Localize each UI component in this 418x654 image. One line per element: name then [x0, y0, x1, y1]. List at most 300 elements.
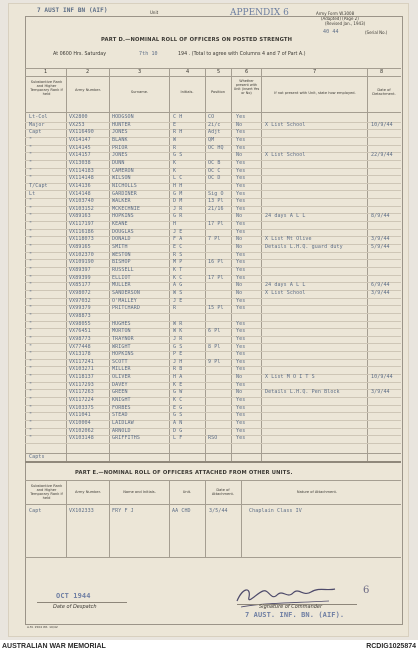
col-header-employed: If not present with Unit, state how employed. [274, 91, 356, 95]
col-header-army-number: Army Number. [75, 88, 101, 92]
total-rank: Capts [29, 454, 45, 460]
roll-cell-num: VX10004 [69, 420, 91, 426]
col-num-4: 4 [186, 69, 190, 75]
roll-cell-rank: " [29, 343, 33, 350]
appendix-note: APPENDIX 6 [230, 8, 289, 18]
pe-header-army-number: Army Number. [75, 490, 101, 494]
roll-cell-rank: " [29, 358, 33, 365]
roll-cell-name: DAVEY [112, 381, 128, 388]
roll-cell-init: F A [173, 236, 183, 243]
pe-header-nature: Nature of Attachment. [296, 490, 338, 494]
pe-divider-3 [169, 480, 170, 557]
roll-cell-present: Yes [236, 167, 246, 174]
col-divider-7 [367, 68, 368, 461]
roll-cell-pos: Sig O [208, 190, 224, 197]
roll-cell-num: VX102062 [69, 427, 94, 434]
roll-cell-name: STEAD [112, 412, 128, 419]
roll-cell-num: VX102370 [69, 251, 94, 258]
roll-cell-date: 10/9/44 [371, 374, 393, 381]
roll-cell-init: H A [173, 374, 183, 381]
roll-cell-rank: T/Capt [29, 182, 48, 189]
roll-cell-rank: " [29, 289, 33, 296]
roll-cell-pos: 21/16 [208, 205, 224, 212]
roll-cell-name: MCKECHNIE [112, 205, 140, 212]
roll-cell-date: 3/9/44 [371, 389, 390, 396]
roll-cell-name: MILLER [112, 366, 131, 373]
roll-cell-rank: " [29, 435, 33, 442]
roll-cell-name: RUSSELL [112, 267, 134, 273]
col-divider-1 [66, 68, 67, 461]
roll-cell-rank: " [29, 404, 33, 411]
roll-cell-name: BISHOP [112, 259, 131, 266]
roll-cell-init: D M [173, 198, 183, 205]
col-header-surname: Surname. [130, 90, 149, 94]
roll-cell-emp: X List School [265, 152, 306, 159]
roll-cell-present: Yes [236, 129, 246, 136]
unit-typed: 7 AUST INF BN (AIF) [37, 7, 108, 14]
roll-cell-rank: " [29, 221, 33, 228]
adapted-line: (Adapted) (Page 2) [321, 16, 359, 21]
roll-cell-present: Yes [236, 305, 246, 312]
part-d-subtitle-suffix: 194 . (Total to agree with Columns 4 and 7 of Part A.) [178, 52, 306, 57]
roll-cell-init: G S [173, 412, 183, 419]
roll-cell-num: VX89163 [69, 213, 91, 220]
roll-cell-rank: " [29, 267, 33, 273]
roll-cell-name: MORTON [112, 328, 131, 335]
roll-cell-present: No [236, 289, 243, 296]
roll-cell-init: J R [173, 205, 183, 212]
roll-cell-name: BLANK [112, 136, 128, 143]
col-header-present: Whether present with Unit (insert Yes or No) [233, 79, 260, 95]
roll-cell-present: Yes [236, 404, 246, 411]
roll-cell-present: Yes [236, 381, 246, 388]
roll-cell-num: VX97032 [69, 297, 91, 304]
col-num-5: 5 [217, 69, 221, 75]
roll-cell-init: K [173, 159, 177, 166]
roll-cell-name: DONALD [112, 236, 131, 243]
roll-cell-pos: CO [208, 114, 215, 120]
roll-cell-init: R [173, 305, 177, 312]
roll-cell-num: VX2800 [69, 114, 88, 120]
army-form: Army Form W.3008 [316, 11, 355, 16]
roll-cell-rank: Major [29, 121, 45, 128]
roll-cell-date: 3/9/44 [371, 236, 390, 243]
serial-label: (Serial No.) [365, 30, 388, 35]
roll-cell-rank: " [29, 236, 33, 243]
roll-cell-pos: OC D [208, 175, 221, 182]
roll-cell-present: Yes [236, 267, 246, 273]
col-num-2: 2 [86, 69, 90, 75]
roll-cell-name: TRAYNOR [112, 335, 134, 342]
roll-cell-rank: " [29, 328, 33, 335]
roll-cell-present: Yes [236, 228, 246, 235]
roll-cell-init: R H [173, 129, 183, 136]
roll-cell-present: Yes [236, 351, 246, 358]
roll-cell-init: W S [173, 289, 183, 296]
roll-cell-num: VX103271 [69, 366, 94, 373]
roll-cell-present: Yes [236, 420, 246, 426]
roll-cell-emp: 24 days A L L [265, 282, 306, 289]
roll-cell-init: M P [173, 259, 183, 266]
roll-cell-rank: " [29, 274, 33, 281]
roll-cell-init: K [173, 167, 177, 174]
unit-label: Unit [150, 10, 159, 15]
roll-cell-rank: " [29, 412, 33, 419]
roll-cell-name: HUNTER [112, 121, 131, 128]
roll-cell-pos: OC C [208, 167, 221, 174]
roll-cell-init: J E [173, 228, 183, 235]
roll-cell-name: SMITH [112, 244, 128, 251]
roll-cell-present: Yes [236, 159, 246, 166]
caption-left: AUSTRALIAN WAR MEMORIAL [2, 643, 106, 650]
roll-cell-pos: 17 Pl [208, 221, 224, 228]
roll-cell-rank: " [29, 297, 33, 304]
roll-cell-present: Yes [236, 221, 246, 228]
roll-cell-name: GRIFFITHS [112, 435, 140, 442]
roll-cell-init: E C [173, 244, 183, 251]
despatch-stamp: OCT 1944 [56, 592, 91, 600]
roll-cell-pos: 7 Pl [208, 236, 221, 243]
roll-cell-name: JONES [112, 152, 128, 159]
roll-cell-name: NICHOLLS [112, 182, 137, 189]
roll-cell-rank: " [29, 381, 33, 388]
roll-cell-name: CAMERON [112, 167, 134, 174]
roll-cell-emp: X List Mt Olive [265, 236, 312, 243]
pe-header-unit: Unit. [182, 490, 192, 494]
col-header-detachment: Date of Detachment. [372, 88, 396, 97]
pe-header-date: Date of Attachment. [211, 488, 235, 497]
roll-cell-rank: " [29, 228, 33, 235]
roll-cell-name: ELLIOT [112, 274, 131, 281]
roll-cell-rank: " [29, 136, 33, 143]
roll-cell-rank: " [29, 282, 33, 289]
roll-cell-num: VX116490 [69, 129, 94, 136]
roll-cell-num: VX85177 [69, 282, 91, 289]
signature-label: Signature of Commander [259, 604, 323, 610]
roll-cell-pos: OC B [208, 159, 221, 166]
col-num-1: 1 [44, 69, 48, 75]
part-d-subtitle-prefix: At 0600 Hrs. Saturday [53, 52, 107, 57]
roll-cell-init: G W [173, 389, 183, 396]
roll-cell-init: C H [173, 114, 183, 120]
roll-cell-num: VX13038 [69, 159, 91, 166]
roll-cell-present: Yes [236, 114, 246, 120]
roll-cell-init: K E [173, 381, 183, 388]
roll-cell-rank: " [29, 335, 33, 342]
roll-cell-pos: 17 Pl [208, 274, 224, 281]
roll-cell-name: WESTON [112, 251, 131, 258]
roll-cell-pos: 2i/c [208, 121, 221, 128]
roll-cell-present: Yes [236, 144, 246, 151]
roll-cell-init: P E [173, 351, 183, 358]
roll-cell-present: No [236, 374, 243, 381]
roll-cell-num: VX98072 [69, 289, 91, 296]
roll-cell-present: Yes [236, 328, 246, 335]
part-e-header-rule [25, 504, 401, 505]
roll-cell-name: PRIOR [112, 144, 128, 151]
roll-cell-present: Yes [236, 259, 246, 266]
roll-cell-present: Yes [236, 274, 246, 281]
roll-cell-num: VX98773 [69, 335, 91, 342]
roll-cell-present: Yes [236, 205, 246, 212]
roll-cell-present: No [236, 213, 243, 220]
roll-cell-name: SANDERSON [112, 289, 140, 296]
roll-cell-num: VX14157 [69, 152, 91, 159]
roll-cell-rank: " [29, 397, 33, 404]
pe-row-name: FRY F J [112, 508, 134, 514]
roll-cell-present: Yes [236, 198, 246, 205]
roll-cell-present: Yes [236, 435, 246, 442]
roll-cell-init: G R [173, 213, 183, 220]
roll-cell-init: A N [173, 420, 183, 426]
roll-cell-rank: " [29, 312, 33, 319]
roll-cell-init: R B [173, 366, 183, 373]
roll-cell-pos: 13 Pl [208, 198, 224, 205]
revised-line: (Revised Jan., 1943) [325, 21, 366, 26]
roll-cell-rank: " [29, 167, 33, 174]
roll-cell-init: L C [173, 175, 183, 182]
roll-cell-rank: " [29, 351, 33, 358]
roll-cell-rank: " [29, 427, 33, 434]
roll-cell-pos: 16 Pl [208, 259, 224, 266]
roll-cell-present: Yes [236, 320, 246, 327]
part-e-top-rule [25, 480, 401, 481]
roll-cell-rank: Capt [29, 129, 42, 136]
archive-caption-bar [0, 640, 418, 654]
pe-row-date: 3/5/44 [209, 508, 228, 514]
roll-cell-pos: Adjt [208, 129, 221, 136]
roll-cell-present: Yes [236, 397, 246, 404]
roll-cell-present: No [236, 244, 243, 251]
roll-cell-pos: 8 Pl [208, 343, 221, 350]
roll-cell-rank: " [29, 213, 33, 220]
col-divider-4 [205, 68, 206, 461]
col-header-position: Position [211, 90, 225, 94]
roll-cell-init: W [173, 136, 177, 143]
serial-value: 40 44 [323, 29, 339, 35]
roll-cell-present: Yes [236, 358, 246, 365]
roll-cell-num: VX117263 [69, 389, 94, 396]
roll-cell-name: HOPKINS [112, 351, 134, 358]
roll-cell-num: VX114148 [69, 175, 94, 182]
roll-cell-name: KEANE [112, 221, 128, 228]
page-mark: 6 [363, 585, 370, 596]
roll-cell-present: No [236, 121, 243, 128]
roll-cell-num: VX116186 [69, 228, 94, 235]
roll-cell-present: Yes [236, 335, 246, 342]
roll-cell-name: WILSON [112, 175, 131, 182]
roll-cell-rank: " [29, 198, 33, 205]
roll-cell-emp: Details L.H.Q. guard duty [265, 244, 343, 251]
row-rule [25, 443, 401, 444]
pe-row-unit: AA CHD [172, 508, 191, 514]
roll-cell-init: K C [173, 274, 183, 281]
pe-divider-5 [241, 480, 242, 557]
roll-cell-present: Yes [236, 297, 246, 304]
roll-cell-init: R [173, 144, 177, 151]
roll-cell-rank: " [29, 152, 33, 159]
roll-cell-num: VX103740 [69, 198, 94, 205]
roll-cell-emp: X List School [265, 289, 306, 296]
pe-divider-1 [66, 480, 67, 557]
roll-cell-name: GARDINER [112, 190, 137, 197]
roll-cell-present: No [236, 236, 243, 243]
roll-cell-num: VX89397 [69, 267, 91, 273]
roll-cell-date: 3/9/44 [371, 289, 390, 296]
roll-cell-rank: " [29, 366, 33, 373]
roll-cell-name: WALKER [112, 198, 131, 205]
roll-cell-rank: " [29, 420, 33, 426]
roll-cell-rank: Lt [29, 190, 36, 197]
roll-cell-name: HUGHES [112, 320, 131, 327]
roll-cell-pos: 15 Pl [208, 305, 224, 312]
roll-cell-num: VX117197 [69, 221, 94, 228]
roll-cell-num: VX103375 [69, 404, 94, 411]
roll-cell-name: KNIGHT [112, 397, 131, 404]
roll-cell-present: Yes [236, 343, 246, 350]
roll-cell-num: VX103148 [69, 435, 94, 442]
roll-cell-num: VX11041 [69, 412, 91, 419]
roll-cell-num: VX76451 [69, 328, 91, 335]
roll-cell-init: K T [173, 267, 183, 273]
roll-cell-init: G M [173, 190, 183, 197]
unit-stamp: 7 AUST. INF. BN. (AIF). [245, 611, 345, 619]
roll-cell-name: MULLER [112, 282, 131, 289]
roll-cell-name: DOUGLAS [112, 228, 134, 235]
roll-cell-name: SCOTT [112, 358, 128, 365]
roll-cell-present: Yes [236, 136, 246, 143]
roll-cell-num: VX109190 [69, 259, 94, 266]
pe-row-army-number: VX102333 [69, 508, 94, 514]
roll-cell-name: PRITCHARD [112, 305, 140, 312]
roll-cell-rank: " [29, 374, 33, 381]
col-num-7: 7 [313, 69, 317, 75]
part-d-title: PART D.—NOMINAL ROLL OF OFFICERS ON POSTED STRENGTH [101, 37, 293, 43]
roll-cell-init: J E [173, 297, 183, 304]
pe-row-rank: Capt [29, 508, 42, 514]
roll-cell-num: VX117241 [69, 358, 94, 365]
roll-cell-emp: X List School [265, 121, 306, 128]
despatch-rule [37, 602, 127, 603]
roll-cell-num: VX103152 [69, 205, 94, 212]
roll-cell-num: VX117224 [69, 397, 94, 404]
roll-cell-rank: " [29, 244, 33, 251]
roll-cell-name: OLIVER [112, 374, 131, 381]
part-d-subtitle-date: 7th 10 [139, 51, 158, 57]
roll-cell-date: 22/9/44 [371, 152, 393, 159]
roll-cell-present: Yes [236, 190, 246, 197]
roll-cell-num: VX114183 [69, 167, 94, 174]
roll-cell-num: VX118073 [69, 236, 94, 243]
col-divider-6 [261, 68, 262, 461]
roll-cell-pos: 6 Pl [208, 328, 221, 335]
roll-cell-present: Yes [236, 427, 246, 434]
caption-right: RCDIG1025874 [366, 643, 416, 650]
roll-cell-present: Yes [236, 366, 246, 373]
roll-cell-num: VX118137 [69, 374, 94, 381]
roll-cell-date: 5/9/44 [371, 244, 390, 251]
col-divider-2 [109, 68, 110, 461]
roll-cell-present: Yes [236, 251, 246, 258]
col-divider-5 [231, 68, 232, 461]
roll-cell-name: HOPKINS [112, 213, 134, 220]
roll-cell-init: D G [173, 427, 183, 434]
roll-cell-init: A G [173, 282, 183, 289]
col-header-initials: Initials. [180, 90, 194, 94]
col-divider-3 [169, 68, 170, 461]
part-d-bottom-rule [25, 461, 401, 463]
roll-cell-name: DUNN [112, 159, 125, 166]
part-e-title: PART E.—NOMINAL ROLL OF OFFICERS ATTACHED FROM OTHER UNITS. [75, 470, 293, 476]
roll-cell-rank: " [29, 159, 33, 166]
roll-cell-num: VX14148 [69, 190, 91, 197]
roll-cell-date: 10/9/44 [371, 121, 393, 128]
roll-cell-num: VX89399 [69, 274, 91, 281]
roll-cell-rank: " [29, 251, 33, 258]
roll-cell-pos: 9 Pl [208, 358, 221, 365]
pe-divider-4 [205, 480, 206, 557]
roll-cell-name: O'MALLEY [112, 297, 137, 304]
document-page [9, 4, 408, 636]
roll-cell-rank: " [29, 175, 33, 182]
roll-cell-date: 8/9/44 [371, 213, 390, 220]
roll-cell-pos: QM [208, 136, 215, 143]
roll-cell-init: G S [173, 343, 183, 350]
roll-cell-init: W R [173, 320, 183, 327]
header-num-rule [25, 76, 401, 77]
header-bottom-rule [25, 112, 401, 113]
roll-cell-init: H [173, 221, 177, 228]
roll-cell-rank: " [29, 305, 33, 312]
roll-cell-init: R S [173, 251, 183, 258]
roll-cell-init: G S [173, 152, 183, 159]
roll-cell-rank: " [29, 389, 33, 396]
roll-cell-init: H H [173, 182, 183, 189]
roll-cell-date: 6/9/44 [371, 282, 390, 289]
roll-cell-init: J R [173, 335, 183, 342]
pe-row-nature: Chaplain Class IV [249, 508, 302, 514]
roll-cell-num: VX99379 [69, 305, 91, 312]
roll-cell-num: VX77448 [69, 343, 91, 350]
roll-cell-emp: Details L.H.Q. Pen Block [265, 389, 340, 396]
roll-cell-name: JONES [112, 129, 128, 136]
roll-cell-num: VX117293 [69, 381, 94, 388]
roll-cell-num: VX89165 [69, 244, 91, 251]
roll-cell-rank: " [29, 205, 33, 212]
col-num-8: 8 [380, 69, 384, 75]
roll-cell-present: Yes [236, 412, 246, 419]
roll-cell-init: W K [173, 328, 183, 335]
roll-cell-name: ARNOLD [112, 427, 131, 434]
roll-cell-init: K C [173, 397, 183, 404]
roll-cell-num: VX14145 [69, 144, 91, 151]
form-code: A.M. 1504 Wt. 10/42 [27, 625, 58, 629]
roll-cell-name: WRIGHT [112, 343, 131, 350]
header-top-rule [25, 68, 401, 69]
roll-cell-init: L F [173, 435, 183, 442]
pe-header-rank: Substantive Rank and Higher Temporary Rank if held [30, 484, 63, 501]
col-header-rank: Substantive Rank and Higher Temporary Rank if held [30, 80, 63, 97]
roll-cell-num: VX253 [69, 121, 85, 128]
roll-cell-present: Yes [236, 182, 246, 189]
roll-cell-num: VX14147 [69, 136, 91, 143]
roll-cell-present: No [236, 152, 243, 159]
total-rule [25, 453, 401, 454]
roll-cell-rank: " [29, 259, 33, 266]
col-num-3: 3 [138, 69, 142, 75]
roll-cell-num: VX13178 [69, 351, 91, 358]
roll-cell-present: Yes [236, 175, 246, 182]
